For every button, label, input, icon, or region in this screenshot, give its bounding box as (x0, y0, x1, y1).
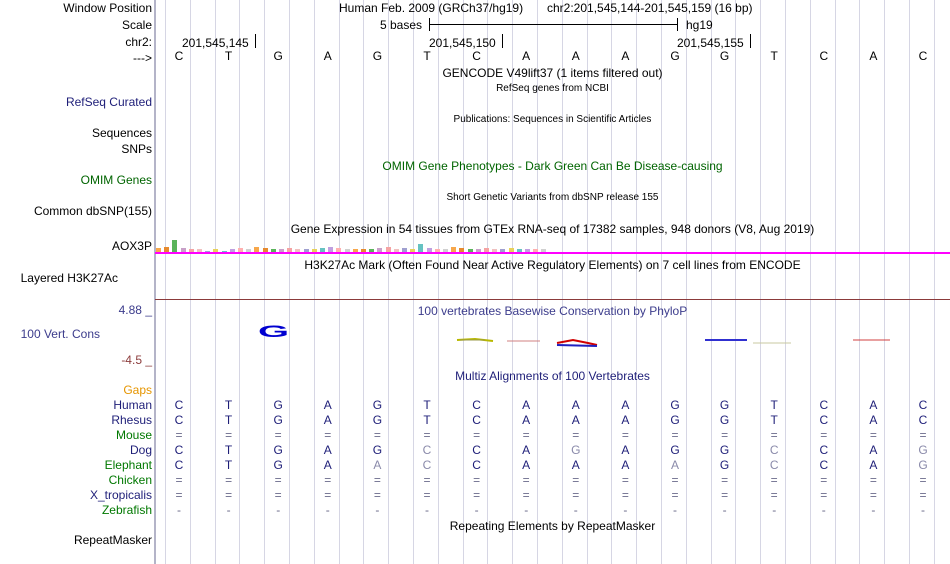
track-title-repeatmasker[interactable]: Repeating Elements by RepeatMasker (449, 519, 656, 533)
multiz-base: G (571, 443, 581, 457)
phylop-mark (557, 345, 597, 346)
label-chrom: chr2: (125, 35, 152, 49)
multiz-base: = (671, 488, 679, 502)
multiz-base: = (324, 488, 332, 502)
multiz-species-label[interactable]: Zebrafish (101, 503, 152, 517)
multiz-base: C (769, 443, 779, 457)
multiz-base: = (919, 488, 927, 502)
position-tick (255, 34, 256, 48)
multiz-base: G (719, 458, 730, 472)
label-repeatmasker[interactable]: RepeatMasker (73, 533, 152, 547)
multiz-base: - (921, 503, 925, 517)
sequence-base: C (174, 49, 184, 63)
sequence-base: A (323, 49, 332, 63)
multiz-species-label[interactable]: Chicken (108, 473, 152, 487)
multiz-species-label[interactable]: Elephant (104, 458, 152, 472)
sequence-base: G (719, 49, 730, 63)
multiz-base: G (670, 443, 680, 457)
multiz-base: = (572, 473, 580, 487)
multiz-base: = (373, 473, 381, 487)
multiz-base: - (821, 503, 826, 517)
multiz-base: = (721, 488, 729, 502)
multiz-base: C (472, 458, 481, 472)
multiz-base: = (274, 473, 282, 487)
multiz-base: G (719, 443, 730, 457)
multiz-base: A (323, 458, 332, 472)
multiz-base: A (621, 398, 630, 412)
multiz-base: C (422, 443, 432, 457)
multiz-base: A (670, 458, 679, 472)
multiz-base: = (572, 488, 580, 502)
multiz-species-label[interactable]: X_tropicalis (89, 488, 152, 502)
multiz-base: C (819, 458, 829, 472)
track-title-h3k27ac[interactable]: H3K27Ac Mark (Often Found Near Active Regulatory Elements) on 7 cell lines from ENCODE (304, 258, 801, 272)
scale-db: hg19 (686, 18, 713, 32)
multiz-base: G (918, 458, 928, 472)
position-tick-label: 201,545,145 (182, 36, 249, 50)
multiz-base: = (869, 488, 877, 502)
multiz-base: - (425, 503, 429, 517)
multiz-base: = (324, 428, 332, 442)
multiz-base: T (423, 413, 431, 427)
multiz-species-label[interactable]: Mouse (115, 428, 152, 442)
multiz-base: C (174, 458, 184, 472)
gtex-tissue-bar[interactable] (418, 244, 423, 252)
position-tick (750, 34, 751, 48)
sequence-base: A (522, 49, 531, 63)
label-scale: Scale (121, 18, 152, 32)
multiz-base: G (273, 413, 283, 427)
multiz-base: = (572, 428, 580, 442)
multiz-base: A (571, 398, 580, 412)
multiz-base: A (869, 398, 878, 412)
multiz-base: = (225, 488, 233, 502)
multiz-base: A (621, 443, 630, 457)
multiz-base: = (522, 473, 530, 487)
multiz-base: - (573, 503, 578, 517)
multiz-base: = (423, 428, 431, 442)
multiz-base: G (719, 398, 730, 412)
multiz-base: C (819, 443, 829, 457)
multiz-base: C (769, 458, 779, 472)
multiz-base: - (524, 503, 529, 517)
multiz-base: A (869, 443, 878, 457)
multiz-base: = (869, 473, 877, 487)
multiz-base: A (522, 413, 531, 427)
label-strand[interactable]: ---> (133, 51, 152, 65)
track-title-dbsnp[interactable]: Short Genetic Variants from dbSNP release 155 (446, 192, 659, 203)
multiz-base: C (472, 398, 481, 412)
label-refseq-curated[interactable]: RefSeq Curated (65, 95, 152, 109)
label-window-position: Window Position (63, 1, 152, 15)
multiz-base: = (671, 473, 679, 487)
multiz-base: = (473, 428, 481, 442)
multiz-base: C (174, 413, 184, 427)
multiz-base: G (372, 443, 383, 457)
multiz-base: = (621, 473, 629, 487)
multiz-base: = (770, 473, 778, 487)
label-gaps[interactable]: Gaps (123, 383, 152, 397)
multiz-base: = (225, 428, 233, 442)
track-title-publications[interactable]: Publications: Sequences in Scientific Articles (453, 114, 652, 125)
multiz-base: A (869, 413, 878, 427)
multiz-base: G (670, 413, 680, 427)
multiz-base: T (224, 413, 233, 427)
track-title-gencode[interactable]: GENCODE V49lift37 (1 items filtered out) (442, 66, 663, 80)
multiz-base: T (224, 443, 233, 457)
track-title-refseq[interactable]: RefSeq genes from NCBI (496, 83, 609, 94)
multiz-base: C (819, 398, 829, 412)
multiz-base: A (323, 413, 332, 427)
sequence-base: G (372, 49, 383, 63)
multiz-base: = (671, 428, 679, 442)
multiz-base: = (225, 473, 233, 487)
label-100-vert-cons[interactable]: 100 Vert. Cons (20, 327, 100, 341)
scale-text: 5 bases (380, 18, 423, 32)
multiz-base: G (273, 443, 283, 457)
multiz-base: G (372, 398, 383, 412)
multiz-base: = (770, 428, 778, 442)
multiz-base: - (375, 503, 380, 517)
multiz-base: = (820, 428, 828, 442)
sequence-base: C (819, 49, 829, 63)
label-common-dbsnp[interactable]: Common dbSNP(155) (33, 204, 152, 218)
multiz-base: A (522, 398, 531, 412)
multiz-base: = (175, 428, 183, 442)
multiz-base: = (473, 488, 481, 502)
phylop-wiggle (155, 330, 950, 352)
multiz-base: = (919, 428, 927, 442)
phylop-logo-letter: G (258, 322, 290, 342)
multiz-base: = (175, 473, 183, 487)
label-sequences[interactable]: Sequences (91, 126, 152, 140)
sequence-base: A (571, 49, 580, 63)
track-title-omim[interactable]: OMIM Gene Phenotypes - Dark Green Can Be Disease-causing (382, 159, 723, 173)
multiz-base: A (323, 398, 332, 412)
multiz-base: G (719, 413, 730, 427)
multiz-base: T (770, 398, 778, 412)
multiz-base: C (472, 443, 481, 457)
multiz-base: C (918, 398, 928, 412)
multiz-base: C (918, 413, 928, 427)
multiz-base: T (224, 458, 233, 472)
multiz-base: = (770, 488, 778, 502)
assembly-title: Human Feb. 2009 (GRCh37/hg19) (339, 1, 524, 15)
multiz-base: = (621, 488, 629, 502)
sequence-base: G (670, 49, 680, 63)
multiz-species-label[interactable]: Human (113, 398, 152, 412)
h3k27ac-baseline (155, 299, 950, 300)
multiz-base: A (373, 458, 382, 472)
multiz-base: = (423, 488, 431, 502)
multiz-base: = (869, 428, 877, 442)
gtex-tissue-bar[interactable] (172, 240, 177, 252)
multiz-base: = (423, 473, 431, 487)
multiz-base: C (819, 413, 829, 427)
multiz-base: G (372, 413, 383, 427)
multiz-base: - (474, 503, 479, 517)
multiz-base: - (325, 503, 330, 517)
sequence-base: G (273, 49, 283, 63)
multiz-base: G (273, 458, 283, 472)
multiz-base: C (174, 398, 184, 412)
sequence-base: A (869, 49, 878, 63)
multiz-base: = (274, 488, 282, 502)
multiz-base: = (919, 473, 927, 487)
position-tick (502, 34, 503, 48)
multiz-base: = (274, 428, 282, 442)
multiz-base: = (820, 473, 828, 487)
multiz-base: A (621, 458, 630, 472)
multiz-base: A (869, 458, 878, 472)
multiz-base: = (324, 473, 332, 487)
multiz-base: A (571, 413, 580, 427)
multiz-base: C (472, 413, 481, 427)
position-tick-label: 201,545,150 (429, 36, 496, 50)
scale-bar-left-tick (429, 18, 430, 31)
multiz-base: T (224, 398, 233, 412)
multiz-base: - (871, 503, 876, 517)
sequence-base: T (224, 49, 233, 63)
multiz-base: A (571, 458, 580, 472)
label-layered-h3k27ac[interactable]: Layered H3K27Ac (20, 271, 118, 285)
multiz-base: = (621, 428, 629, 442)
window-position-text: chr2:201,545,144-201,545,159 (16 bp) (547, 1, 753, 15)
multiz-base: G (918, 443, 928, 457)
multiz-base: = (820, 488, 828, 502)
multiz-base: C (422, 458, 432, 472)
multiz-base: - (772, 503, 777, 517)
multiz-species-label[interactable]: Rhesus (111, 413, 152, 427)
label-cons-max: 4.88 _ (118, 303, 152, 317)
multiz-base: - (722, 503, 727, 517)
multiz-base: = (721, 473, 729, 487)
sequence-base: C (918, 49, 928, 63)
sequence-base: A (621, 49, 630, 63)
label-omim-genes[interactable]: OMIM Genes (80, 173, 152, 187)
track-title-gtex[interactable]: Gene Expression in 54 tissues from GTEx RNA-seq of 17382 samples, 948 donors (V8, Aug 2019) (290, 222, 815, 236)
multiz-base: - (226, 503, 231, 517)
sequence-base: C (472, 49, 481, 63)
multiz-base: - (177, 503, 181, 517)
label-cons-min: -4.5 _ (121, 353, 152, 367)
multiz-base: = (373, 428, 381, 442)
multiz-base: = (522, 428, 530, 442)
sequence-base: T (423, 49, 431, 63)
multiz-base: G (273, 398, 283, 412)
multiz-base: C (174, 443, 184, 457)
sequence-base: T (770, 49, 778, 63)
track-title-phylop[interactable]: 100 vertebrates Basewise Conservation by PhyloP (417, 304, 688, 318)
multiz-base: = (373, 488, 381, 502)
multiz-base: = (175, 488, 183, 502)
multiz-base: = (473, 473, 481, 487)
multiz-base: T (423, 398, 431, 412)
scale-bar (429, 24, 677, 25)
multiz-base: - (276, 503, 281, 517)
multiz-base: G (670, 398, 680, 412)
label-aox3p[interactable]: AOX3P (111, 239, 152, 253)
multiz-base: A (323, 443, 332, 457)
multiz-base: - (623, 503, 628, 517)
label-snps[interactable]: SNPs (121, 142, 152, 156)
track-title-multiz[interactable]: Multiz Alignments of 100 Vertebrates (455, 369, 650, 383)
multiz-base: = (721, 428, 729, 442)
multiz-base: A (522, 443, 531, 457)
multiz-base: = (522, 488, 530, 502)
position-tick-label: 201,545,155 (677, 36, 744, 50)
multiz-base: T (770, 413, 778, 427)
scale-bar-right-tick (677, 18, 678, 31)
multiz-species-label[interactable]: Dog (129, 443, 152, 457)
gtex-separator-line (155, 252, 950, 254)
multiz-base: A (522, 458, 531, 472)
multiz-base: A (621, 413, 630, 427)
multiz-base: - (673, 503, 677, 517)
